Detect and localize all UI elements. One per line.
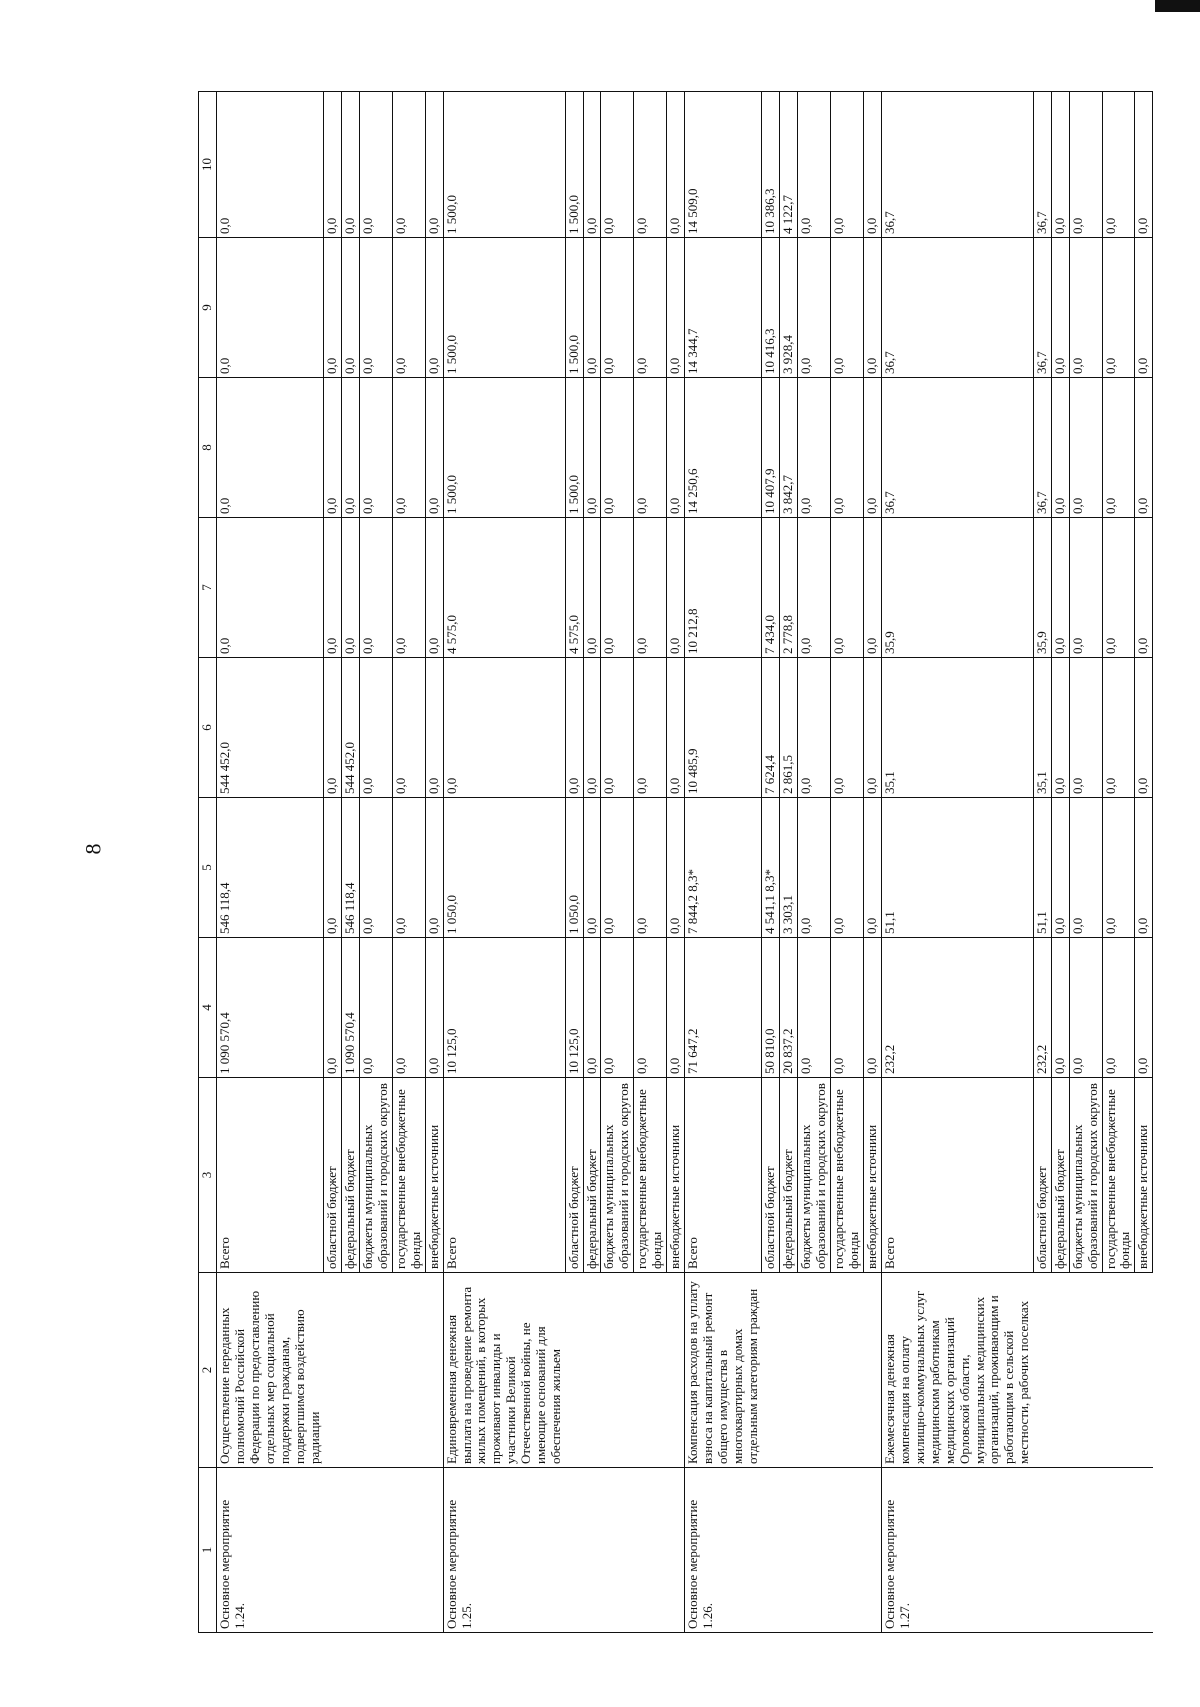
value-v4: 0,0	[324, 938, 342, 1078]
measure-name-cont	[565, 1273, 583, 1468]
table-row	[425, 92, 443, 1633]
value-v8: 0,0	[324, 378, 342, 518]
measure-code-cont	[1051, 1468, 1069, 1633]
measure-code-cont	[863, 1468, 881, 1633]
header-cell: 4	[199, 938, 217, 1078]
funding-source: внебюджетные источники	[425, 1078, 443, 1273]
value-v7: 0,0	[798, 518, 831, 658]
funding-source: внебюджетные источники	[667, 1078, 685, 1273]
measure-name-cont	[1135, 1273, 1153, 1468]
measure-name-cont	[601, 1273, 634, 1468]
value-v7: 0,0	[324, 518, 342, 658]
funding-source: бюджеты муниципальных образований и городских округов	[359, 1078, 392, 1273]
value-v9: 3 928,4	[780, 238, 798, 378]
measure-name-cont	[324, 1273, 342, 1468]
value-v6: 0,0	[324, 658, 342, 798]
value-v7: 2 778,8	[780, 518, 798, 658]
measure-code-cont	[1102, 1468, 1135, 1633]
funding-source: областной бюджет	[565, 1078, 583, 1273]
measure-name-cont	[1051, 1273, 1069, 1468]
funding-source: Всего	[443, 1078, 565, 1273]
table-header-row	[199, 92, 217, 1633]
table-row	[443, 92, 565, 1633]
value-v10: 4 122,7	[780, 92, 798, 238]
value-v9: 0,0	[601, 238, 634, 378]
value-v5: 51,1	[1033, 798, 1051, 938]
measure-name-cont	[392, 1273, 425, 1468]
measure-code-cont	[565, 1468, 583, 1633]
value-v9: 0,0	[425, 238, 443, 378]
measure-name: Компенсация расходов на уплату взноса на капитальный ремонт общего имущества в многоквартирных домах отдельным категориям граждан	[685, 1273, 762, 1468]
value-v8: 36,7	[881, 378, 1033, 518]
measure-code-cont	[324, 1468, 342, 1633]
value-v6: 0,0	[798, 658, 831, 798]
value-v7: 4 575,0	[443, 518, 565, 658]
value-v7: 0,0	[341, 518, 359, 658]
funding-source: Всего	[216, 1078, 323, 1273]
measure-code-cont	[667, 1468, 685, 1633]
value-v6: 0,0	[565, 658, 583, 798]
value-v10: 0,0	[831, 92, 864, 238]
measure-name: Ежемесячная денежная компенсация на оплату жилищно-коммунальных услуг медицинским работникам медицинских организаций Орловской области, муниципальных медицинских организаций, проживающим и работающим в сельской местности, рабочих поселках	[881, 1273, 1033, 1468]
value-v7: 0,0	[1051, 518, 1069, 658]
value-v6: 0,0	[1051, 658, 1069, 798]
value-v9: 0,0	[1135, 238, 1153, 378]
value-v5: 0,0	[583, 798, 601, 938]
measure-code-cont	[762, 1468, 780, 1633]
measure-name-cont	[762, 1273, 780, 1468]
measure-name-cont	[425, 1273, 443, 1468]
measure-name-cont	[780, 1273, 798, 1468]
value-v5: 0,0	[1051, 798, 1069, 938]
header-cell: 6	[199, 658, 217, 798]
value-v8: 0,0	[634, 378, 667, 518]
value-v6: 0,0	[1069, 658, 1102, 798]
measure-name-cont	[667, 1273, 685, 1468]
value-v5: 0,0	[667, 798, 685, 938]
table-row	[863, 92, 881, 1633]
measure-code-cont	[1135, 1468, 1153, 1633]
value-v9: 0,0	[216, 238, 323, 378]
measure-name-cont	[1069, 1273, 1102, 1468]
value-v10: 0,0	[798, 92, 831, 238]
value-v8: 1 500,0	[443, 378, 565, 518]
value-v7: 0,0	[1069, 518, 1102, 658]
value-v4: 20 837,2	[780, 938, 798, 1078]
measure-code-cont	[1069, 1468, 1102, 1633]
value-v9: 10 416,3	[762, 238, 780, 378]
value-v7: 0,0	[583, 518, 601, 658]
value-v4: 0,0	[1135, 938, 1153, 1078]
value-v7: 0,0	[425, 518, 443, 658]
value-v6: 10 485,9	[685, 658, 762, 798]
measure-name-cont	[583, 1273, 601, 1468]
value-v4: 0,0	[1069, 938, 1102, 1078]
value-v5: 0,0	[863, 798, 881, 938]
value-v10: 0,0	[1051, 92, 1069, 238]
value-v9: 0,0	[1051, 238, 1069, 378]
value-v4: 50 810,0	[762, 938, 780, 1078]
value-v9: 0,0	[863, 238, 881, 378]
value-v5: 0,0	[392, 798, 425, 938]
value-v5: 4 541,1 8,3*	[762, 798, 780, 938]
value-v10: 0,0	[1069, 92, 1102, 238]
value-v4: 0,0	[392, 938, 425, 1078]
measure-code: Основное мероприятие 1.24.	[216, 1468, 323, 1633]
measure-code-cont	[583, 1468, 601, 1633]
value-v10: 0,0	[1102, 92, 1135, 238]
value-v8: 0,0	[1069, 378, 1102, 518]
rotated-table-page	[198, 92, 1153, 1633]
measure-code: Основное мероприятие 1.26.	[685, 1468, 762, 1633]
value-v4: 10 125,0	[443, 938, 565, 1078]
table-row	[780, 92, 798, 1633]
value-v9: 0,0	[1102, 238, 1135, 378]
table-row	[798, 92, 831, 1633]
value-v7: 0,0	[1102, 518, 1135, 658]
value-v10: 0,0	[634, 92, 667, 238]
value-v5: 3 303,1	[780, 798, 798, 938]
measure-code-cont	[798, 1468, 831, 1633]
table-row	[324, 92, 342, 1633]
value-v7: 0,0	[863, 518, 881, 658]
measure-name-cont	[1033, 1273, 1051, 1468]
value-v6: 0,0	[359, 658, 392, 798]
value-v9: 14 344,7	[685, 238, 762, 378]
value-v4: 232,2	[1033, 938, 1051, 1078]
value-v10: 0,0	[425, 92, 443, 238]
value-v6: 35,1	[1033, 658, 1051, 798]
value-v8: 0,0	[359, 378, 392, 518]
value-v6: 0,0	[425, 658, 443, 798]
value-v4: 232,2	[881, 938, 1033, 1078]
value-v4: 10 125,0	[565, 938, 583, 1078]
funding-source: федеральный бюджет	[583, 1078, 601, 1273]
value-v4: 0,0	[831, 938, 864, 1078]
value-v6: 0,0	[1102, 658, 1135, 798]
funding-source: государственные внебюджетные фонды	[1102, 1078, 1135, 1273]
value-v4: 0,0	[425, 938, 443, 1078]
value-v6: 544 452,0	[216, 658, 323, 798]
value-v5: 0,0	[1102, 798, 1135, 938]
value-v4: 0,0	[601, 938, 634, 1078]
value-v10: 10 386,3	[762, 92, 780, 238]
value-v7: 0,0	[601, 518, 634, 658]
value-v6: 35,1	[881, 658, 1033, 798]
header-cell: 10	[199, 92, 217, 238]
value-v6: 0,0	[831, 658, 864, 798]
value-v9: 1 500,0	[443, 238, 565, 378]
measure-code: Основное мероприятие 1.25.	[443, 1468, 565, 1633]
funding-source: государственные внебюджетные фонды	[634, 1078, 667, 1273]
value-v5: 0,0	[324, 798, 342, 938]
value-v9: 0,0	[341, 238, 359, 378]
value-v8: 0,0	[667, 378, 685, 518]
funding-source: государственные внебюджетные фонды	[392, 1078, 425, 1273]
value-v9: 0,0	[831, 238, 864, 378]
value-v8: 0,0	[392, 378, 425, 518]
funding-source: внебюджетные источники	[1135, 1078, 1153, 1273]
measure-name-cont	[341, 1273, 359, 1468]
value-v10: 0,0	[324, 92, 342, 238]
value-v4: 0,0	[359, 938, 392, 1078]
value-v10: 0,0	[392, 92, 425, 238]
value-v5: 0,0	[425, 798, 443, 938]
funding-source: внебюджетные источники	[863, 1078, 881, 1273]
measure-code-cont	[359, 1468, 392, 1633]
corner-scan-mark	[1155, 0, 1200, 12]
value-v10: 36,7	[881, 92, 1033, 238]
value-v9: 0,0	[324, 238, 342, 378]
table-row	[216, 92, 323, 1633]
value-v9: 0,0	[392, 238, 425, 378]
value-v7: 4 575,0	[565, 518, 583, 658]
value-v10: 0,0	[583, 92, 601, 238]
value-v4: 0,0	[1102, 938, 1135, 1078]
value-v5: 0,0	[1069, 798, 1102, 938]
table-row	[583, 92, 601, 1633]
measure-code-cont	[780, 1468, 798, 1633]
value-v6: 0,0	[601, 658, 634, 798]
value-v7: 0,0	[831, 518, 864, 658]
value-v5: 0,0	[798, 798, 831, 938]
value-v8: 36,7	[1033, 378, 1051, 518]
value-v5: 546 118,4	[216, 798, 323, 938]
measure-name: Осуществление переданных полномочий Российской Федерации по предоставлению отдельных мер социальной поддержки гражданам, подвергшимся воздействию радиации	[216, 1273, 323, 1468]
measure-code-cont	[341, 1468, 359, 1633]
table-row	[634, 92, 667, 1633]
funding-source: Всего	[685, 1078, 762, 1273]
value-v4: 0,0	[863, 938, 881, 1078]
value-v9: 0,0	[359, 238, 392, 378]
budget-table	[198, 91, 1153, 1633]
value-v4: 0,0	[798, 938, 831, 1078]
value-v9: 0,0	[667, 238, 685, 378]
value-v9: 0,0	[634, 238, 667, 378]
value-v6: 0,0	[392, 658, 425, 798]
table-row	[881, 92, 1033, 1633]
table-row	[1102, 92, 1135, 1633]
value-v9: 36,7	[881, 238, 1033, 378]
value-v5: 546 118,4	[341, 798, 359, 938]
value-v6: 0,0	[863, 658, 881, 798]
value-v10: 0,0	[359, 92, 392, 238]
table-row	[1051, 92, 1069, 1633]
measure-code: Основное мероприятие 1.27.	[881, 1468, 1033, 1633]
value-v8: 0,0	[583, 378, 601, 518]
funding-source: бюджеты муниципальных образований и городских округов	[1069, 1078, 1102, 1273]
value-v7: 10 212,8	[685, 518, 762, 658]
value-v9: 0,0	[798, 238, 831, 378]
funding-source: областной бюджет	[1033, 1078, 1051, 1273]
value-v5: 0,0	[359, 798, 392, 938]
value-v8: 10 407,9	[762, 378, 780, 518]
value-v6: 0,0	[443, 658, 565, 798]
table-row	[565, 92, 583, 1633]
value-v10: 0,0	[601, 92, 634, 238]
table-row	[359, 92, 392, 1633]
value-v8: 3 842,7	[780, 378, 798, 518]
value-v10: 1 500,0	[443, 92, 565, 238]
measure-name-cont	[831, 1273, 864, 1468]
measure-name-cont	[798, 1273, 831, 1468]
value-v6: 2 861,5	[780, 658, 798, 798]
value-v5: 7 844,2 8,3*	[685, 798, 762, 938]
table-row	[831, 92, 864, 1633]
value-v7: 35,9	[881, 518, 1033, 658]
table-row	[667, 92, 685, 1633]
value-v7: 0,0	[359, 518, 392, 658]
value-v10: 0,0	[341, 92, 359, 238]
value-v7: 0,0	[634, 518, 667, 658]
header-cell: 1	[199, 1468, 217, 1633]
value-v4: 0,0	[1051, 938, 1069, 1078]
measure-code-cont	[601, 1468, 634, 1633]
value-v7: 0,0	[392, 518, 425, 658]
table-row	[341, 92, 359, 1633]
measure-code-cont	[634, 1468, 667, 1633]
funding-source: областной бюджет	[324, 1078, 342, 1273]
table-row	[392, 92, 425, 1633]
funding-source: государственные внебюджетные фонды	[831, 1078, 864, 1273]
funding-source: областной бюджет	[762, 1078, 780, 1273]
measure-name: Единовременная денежная выплата на проведение ремонта жилых помещений, в которых проживают инвалиды и участники Великой Отечественной войны, не имеющие оснований для обеспечения жильем	[443, 1273, 565, 1468]
header-cell: 9	[199, 238, 217, 378]
measure-name-cont	[1102, 1273, 1135, 1468]
value-v6: 0,0	[634, 658, 667, 798]
value-v4: 71 647,2	[685, 938, 762, 1078]
funding-source: Всего	[881, 1078, 1033, 1273]
measure-code-cont	[425, 1468, 443, 1633]
header-cell: 7	[199, 518, 217, 658]
funding-source: федеральный бюджет	[341, 1078, 359, 1273]
measure-name-cont	[634, 1273, 667, 1468]
table-row	[1033, 92, 1051, 1633]
table-row	[601, 92, 634, 1633]
value-v4: 0,0	[634, 938, 667, 1078]
header-cell: 2	[199, 1273, 217, 1468]
value-v5: 0,0	[634, 798, 667, 938]
value-v8: 0,0	[863, 378, 881, 518]
value-v9: 0,0	[1069, 238, 1102, 378]
value-v8: 0,0	[341, 378, 359, 518]
value-v10: 36,7	[1033, 92, 1051, 238]
value-v8: 0,0	[216, 378, 323, 518]
header-cell: 8	[199, 378, 217, 518]
measure-code-cont	[831, 1468, 864, 1633]
value-v8: 0,0	[798, 378, 831, 518]
measure-name-cont	[863, 1273, 881, 1468]
header-cell: 5	[199, 798, 217, 938]
value-v10: 0,0	[863, 92, 881, 238]
value-v8: 1 500,0	[565, 378, 583, 518]
value-v6: 0,0	[667, 658, 685, 798]
value-v10: 14 509,0	[685, 92, 762, 238]
value-v6: 544 452,0	[341, 658, 359, 798]
table-row	[1135, 92, 1153, 1633]
value-v5: 1 050,0	[565, 798, 583, 938]
value-v6: 7 624,4	[762, 658, 780, 798]
measure-name-cont	[359, 1273, 392, 1468]
value-v8: 0,0	[601, 378, 634, 518]
value-v8: 0,0	[425, 378, 443, 518]
value-v6: 0,0	[583, 658, 601, 798]
table-row	[1069, 92, 1102, 1633]
funding-source: федеральный бюджет	[1051, 1078, 1069, 1273]
value-v6: 0,0	[1135, 658, 1153, 798]
value-v10: 1 500,0	[565, 92, 583, 238]
funding-source: бюджеты муниципальных образований и городских округов	[601, 1078, 634, 1273]
funding-source: федеральный бюджет	[780, 1078, 798, 1273]
value-v8: 0,0	[1135, 378, 1153, 518]
value-v9: 0,0	[583, 238, 601, 378]
value-v4: 1 090 570,4	[341, 938, 359, 1078]
value-v5: 0,0	[601, 798, 634, 938]
measure-code-cont	[392, 1468, 425, 1633]
value-v8: 14 250,6	[685, 378, 762, 518]
value-v8: 0,0	[1051, 378, 1069, 518]
table-row	[762, 92, 780, 1633]
value-v10: 0,0	[1135, 92, 1153, 238]
value-v5: 0,0	[1135, 798, 1153, 938]
value-v5: 0,0	[831, 798, 864, 938]
value-v9: 36,7	[1033, 238, 1051, 378]
funding-source: бюджеты муниципальных образований и городских округов	[798, 1078, 831, 1273]
value-v5: 51,1	[881, 798, 1033, 938]
value-v7: 0,0	[216, 518, 323, 658]
value-v10: 0,0	[667, 92, 685, 238]
value-v8: 0,0	[831, 378, 864, 518]
value-v10: 0,0	[216, 92, 323, 238]
value-v5: 1 050,0	[443, 798, 565, 938]
value-v7: 35,9	[1033, 518, 1051, 658]
value-v4: 0,0	[667, 938, 685, 1078]
header-cell: 3	[199, 1078, 217, 1273]
value-v7: 7 434,0	[762, 518, 780, 658]
table-row	[685, 92, 762, 1633]
value-v4: 1 090 570,4	[216, 938, 323, 1078]
value-v7: 0,0	[667, 518, 685, 658]
value-v7: 0,0	[1135, 518, 1153, 658]
value-v8: 0,0	[1102, 378, 1135, 518]
page-number: 8	[80, 843, 106, 855]
measure-code-cont	[1033, 1468, 1051, 1633]
value-v4: 0,0	[583, 938, 601, 1078]
value-v9: 1 500,0	[565, 238, 583, 378]
